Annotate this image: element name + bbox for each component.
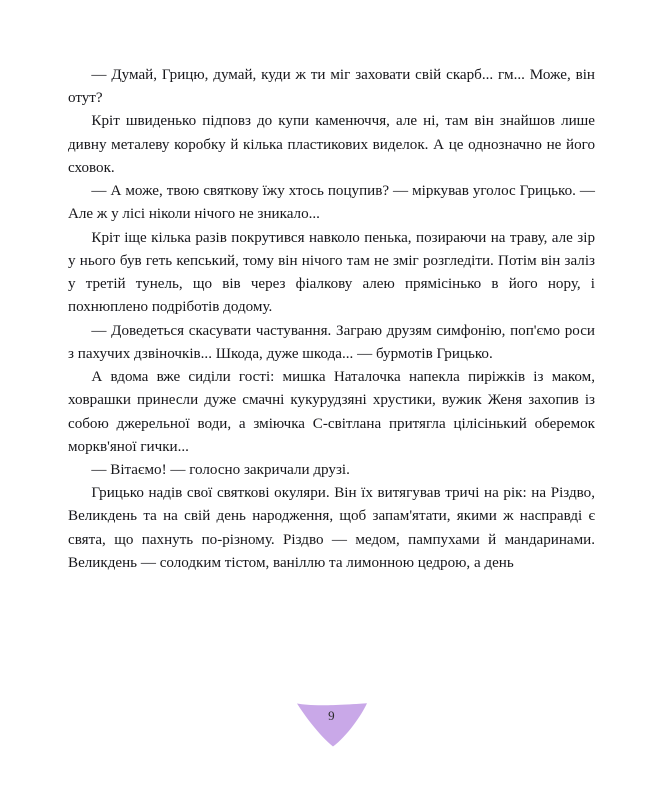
page-number-badge	[295, 702, 369, 748]
paragraph: Кріт іще кілька разів покрутився навколо пенька, позираючи на траву, але зір у нього був геть кепський, тому він нічого там не зміг розгледіти. Потім він заліз у третій тунель, що вів через фіалкову алею прямісінько в його нору, і похнюплено подріботів додому.	[68, 229, 595, 316]
paragraph: — А може, твою святкову їжу хтось поцупив? — міркував уголос Грицько. — Але ж у лісі ніколи нічого не зникало...	[68, 183, 595, 223]
page-body	[68, 64, 595, 575]
paragraph: Кріт швиденько підповз до купи каменюччя, але ні, там він знайшов лише дивну металеву коробку й кілька пластикових виделок. А це однозначно не його сховок.	[68, 113, 595, 176]
page-footer	[0, 702, 663, 762]
page-number: 9	[328, 708, 335, 723]
paragraph: — Думай, Грицю, думай, куди ж ти міг заховати свій скарб... гм... Може, він отут?	[68, 67, 595, 107]
paragraph: А вдома вже сиділи гості: мишка Наталочка напекла пиріжків із маком, ховрашки принесли дуже смачні кукурудзяні хрустики, вужик Женя захопив із собою джерельної води, а змiючка С-світлана притягла цілісінький оберемок моркв'яної гички...	[68, 369, 595, 455]
paragraph: Грицько надів свої святкові окуляри. Він їх витягував тричі на рік: на Різдво, Великдень та на свій день народження, щоб запам'ятати, якими ж насправді є свята, що пахнуть по-різному. Різдво — медом, пампухами й мандаринами. Великдень — солодким тістом, ваніллю та лимонною цедрою, а день	[68, 485, 595, 571]
paragraph: — Вітаємо! — голосно закричали друзі.	[91, 461, 350, 478]
paragraph: — Доведеться скасувати частування. Заграю друзям симфонію, поп'ємо роси з пахучих дзвіночків... Шкода, дуже шкода... — бурмотів Грицько.	[68, 322, 595, 362]
